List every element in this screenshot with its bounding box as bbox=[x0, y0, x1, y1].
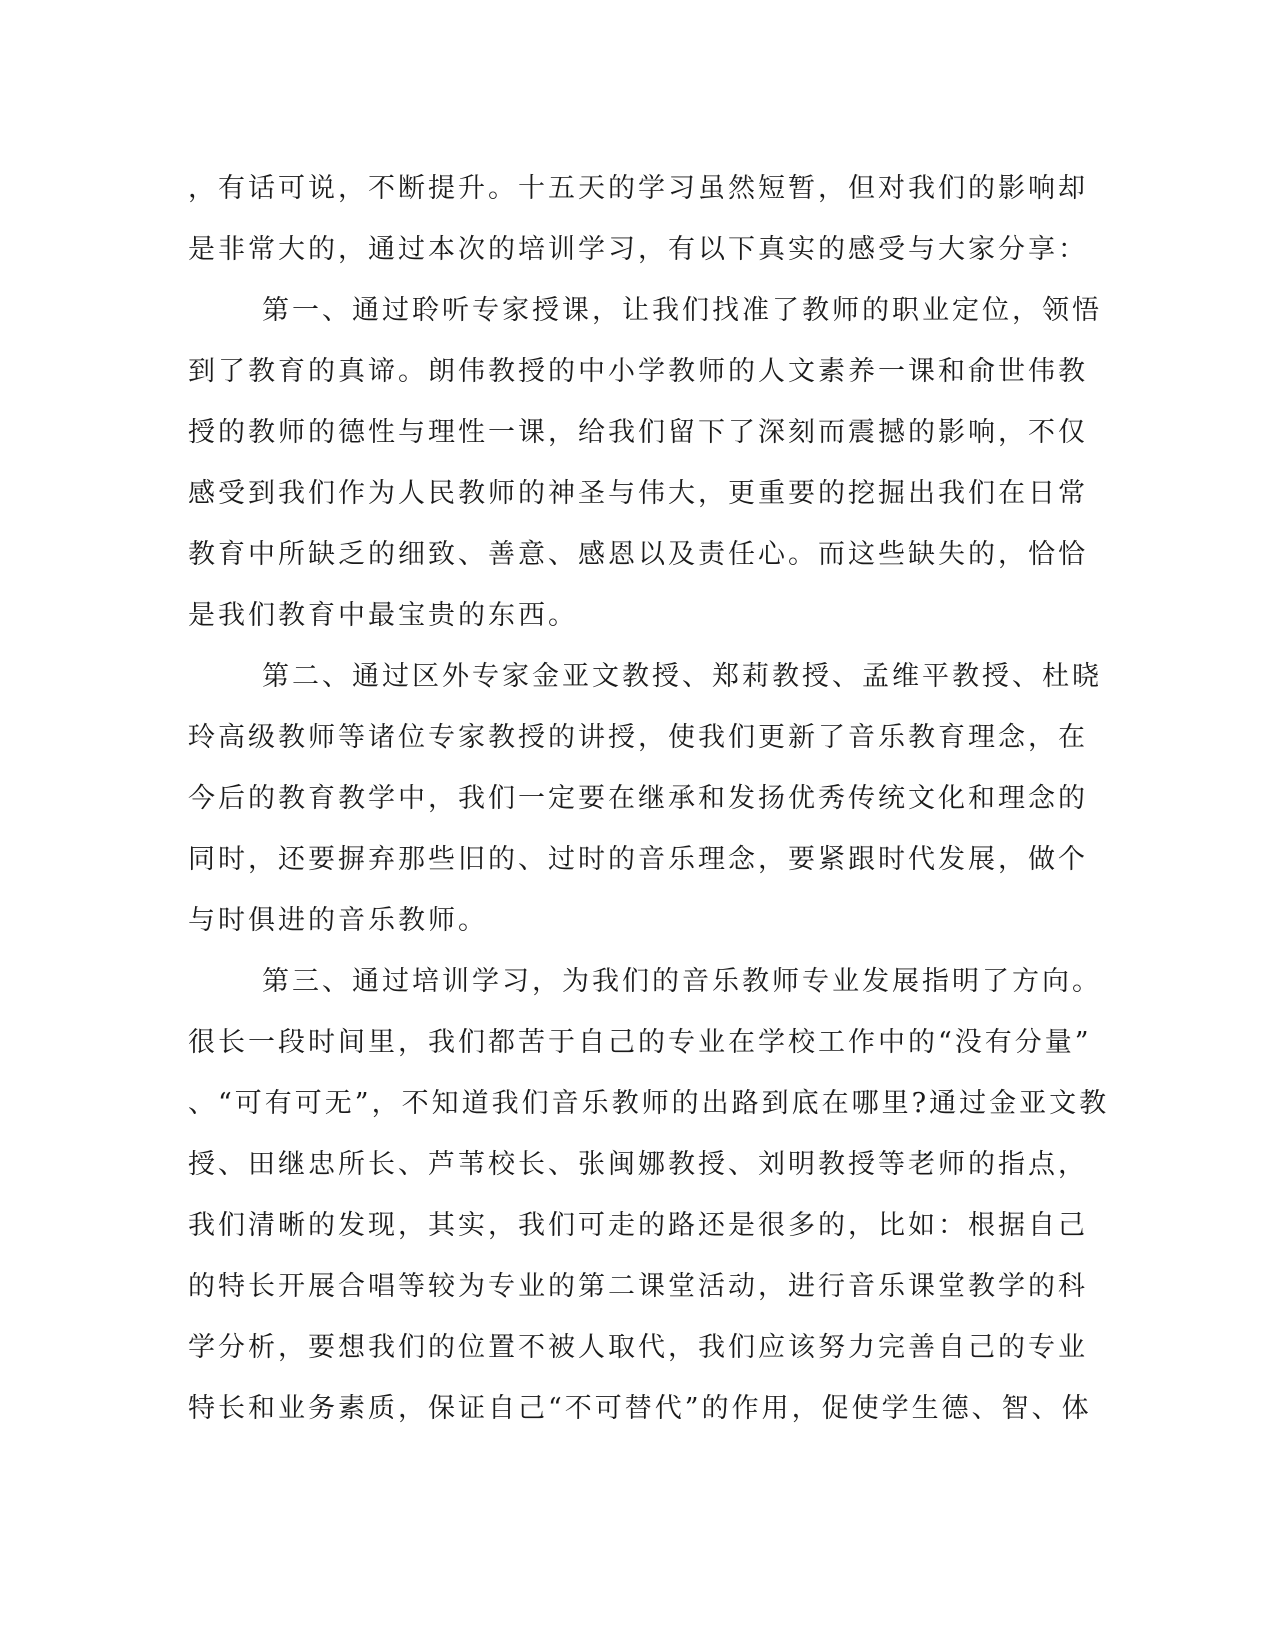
text-line: 的特长开展合唱等较为专业的第二课堂活动，进行音乐课堂教学的科 bbox=[188, 1271, 1088, 1302]
paragraph-first-line: 第二、通过区外专家金亚文教授、郑莉教授、孟维平教授、杜晓 bbox=[262, 661, 1102, 692]
paragraph-first-line: 第一、通过聆听专家授课，让我们找准了教师的职业定位，领悟 bbox=[262, 295, 1102, 326]
text-line: 教育中所缺乏的细致、善意、感恩以及责任心。而这些缺失的，恰恰 bbox=[188, 539, 1088, 570]
text-line: 授的教师的德性与理性一课，给我们留下了深刻而震撼的影响，不仅 bbox=[188, 417, 1088, 448]
text-line: 是我们教育中最宝贵的东西。 bbox=[188, 600, 578, 631]
text-line: 授、田继忠所长、芦苇校长、张闽娜教授、刘明教授等老师的指点， bbox=[188, 1149, 1088, 1180]
text-line: 特长和业务素质，保证自己“不可替代”的作用，促使学生德、智、体 bbox=[188, 1393, 1092, 1424]
text-line: 到了教育的真谛。朗伟教授的中小学教师的人文素养一课和俞世伟教 bbox=[188, 356, 1088, 387]
body-text bbox=[188, 158, 1110, 1439]
text-line: 玲高级教师等诸位专家教授的讲授，使我们更新了音乐教育理念，在 bbox=[188, 722, 1088, 753]
text-line: 我们清晰的发现，其实，我们可走的路还是很多的，比如：根据自己 bbox=[188, 1210, 1088, 1241]
text-line: 学分析，要想我们的位置不被人取代，我们应该努力完善自己的专业 bbox=[188, 1332, 1088, 1363]
text-line: 、“可有可无”，不知道我们音乐教师的出路到底在哪里?通过金亚文教 bbox=[188, 1088, 1110, 1119]
text-line: 与时俱进的音乐教师。 bbox=[188, 905, 488, 936]
text-line: 同时，还要摒弃那些旧的、过时的音乐理念，要紧跟时代发展，做个 bbox=[188, 844, 1088, 875]
text-line: 今后的教育教学中，我们一定要在继承和发扬优秀传统文化和理念的 bbox=[188, 783, 1088, 814]
text-line: 是非常大的，通过本次的培训学习，有以下真实的感受与大家分享： bbox=[188, 234, 1088, 265]
text-line: 感受到我们作为人民教师的神圣与伟大，更重要的挖掘出我们在日常 bbox=[188, 478, 1088, 509]
paragraph-first-line: 第三、通过培训学习，为我们的音乐教师专业发展指明了方向。 bbox=[262, 966, 1102, 997]
text-line: 很长一段时间里，我们都苦于自己的专业在学校工作中的“没有分量” bbox=[188, 1027, 1092, 1058]
text-line: ，有话可说，不断提升。十五天的学习虽然短暂，但对我们的影响却 bbox=[188, 173, 1088, 204]
